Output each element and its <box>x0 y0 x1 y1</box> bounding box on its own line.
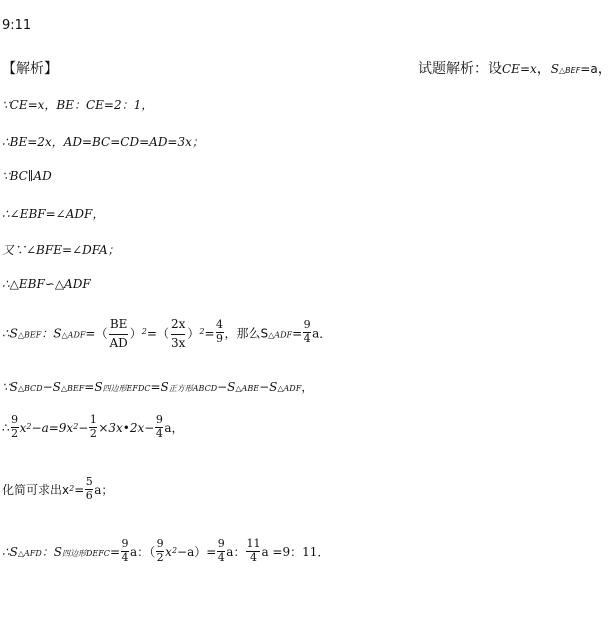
subscript: △ADF <box>277 384 302 393</box>
denominator: 2 <box>89 426 97 440</box>
denominator: AD <box>109 335 128 350</box>
fraction-5-6 <box>85 476 93 501</box>
intro-sub: △BEF <box>559 66 581 75</box>
denominator: 2 <box>156 550 164 564</box>
text: = <box>109 545 120 560</box>
fraction-9-2 <box>11 414 19 439</box>
text: = <box>204 326 215 341</box>
fraction-9-4 <box>155 414 163 439</box>
fraction-2x-3x <box>171 316 185 352</box>
numerator: 9 <box>121 537 129 550</box>
text: ） <box>187 326 200 341</box>
text: a：（ <box>130 545 156 560</box>
intro-ce: CE=x <box>502 62 537 76</box>
denominator: 4 <box>249 550 257 564</box>
step-line-7 <box>2 316 331 352</box>
text: ∴S <box>2 545 18 560</box>
text: −a=9x <box>31 421 74 436</box>
subscript: 正方形ABCD <box>168 384 218 393</box>
numerator: 4 <box>216 318 224 332</box>
numerator: 9 <box>11 413 19 426</box>
subscript: △ADF <box>268 330 293 340</box>
step-line-4: ∴∠EBF=∠ADF， <box>2 207 105 221</box>
text: a， <box>164 421 184 436</box>
numerator: BE <box>109 316 127 335</box>
denominator: 4 <box>121 550 129 564</box>
text: a； <box>94 483 114 498</box>
subscript: 四边形DEFC <box>62 549 110 559</box>
text: ×3x•2x− <box>98 421 155 436</box>
step-line-9 <box>2 413 184 441</box>
text: 化简可求出x <box>2 483 70 498</box>
text: =（ <box>146 326 169 341</box>
fraction-4-9 <box>216 319 224 344</box>
text: −S <box>259 380 278 394</box>
subscript: △BCD <box>17 384 43 393</box>
denominator: 6 <box>85 488 93 502</box>
subscript: 四边形EFDC <box>102 384 151 393</box>
fraction-9-4 <box>217 538 225 563</box>
fraction-9-4 <box>303 319 311 344</box>
subscript: △ADF <box>61 330 86 340</box>
step-line-8 <box>2 378 313 395</box>
intro-s: S <box>550 62 559 76</box>
exponent: 2 <box>171 546 178 556</box>
step-line-11 <box>2 537 330 565</box>
intro-sep: ， <box>536 61 551 77</box>
exponent: 2 <box>73 422 79 432</box>
text: ∴S <box>2 326 18 341</box>
text: ） <box>129 326 142 341</box>
step-line-3: ∵BC∥AD <box>2 169 52 183</box>
text: x <box>165 545 172 560</box>
text: −a）= <box>177 545 217 560</box>
numerator: 9 <box>217 537 225 550</box>
text: =S <box>84 380 103 394</box>
exponent: 2 <box>141 327 147 337</box>
numerator: 11 <box>246 537 261 550</box>
numerator: 2x <box>171 316 185 335</box>
fraction-1-2 <box>89 414 97 439</box>
text: −S <box>42 380 61 394</box>
text: ，那么S <box>224 326 269 341</box>
text: −S <box>217 380 236 394</box>
exponent: 2 <box>69 484 75 494</box>
subscript: △BEF <box>60 384 85 393</box>
text: x <box>19 421 27 436</box>
text: = <box>74 483 85 498</box>
intro-end: ， <box>597 61 612 77</box>
subscript: △ABE <box>235 384 260 393</box>
numerator: 9 <box>303 318 311 332</box>
step-line-6: ∴△EBF∽△ADF <box>2 277 91 291</box>
fraction-9-4 <box>121 538 129 563</box>
denominator: 9 <box>216 331 224 345</box>
fraction-be-ad <box>109 316 127 352</box>
text: ， <box>301 380 314 394</box>
text: a： <box>226 545 246 560</box>
subscript: △AFD <box>17 549 42 559</box>
text: ：S <box>41 326 62 341</box>
denominator: 3x <box>170 335 186 350</box>
numerator: 5 <box>85 475 93 488</box>
text: a． <box>312 326 332 341</box>
text: ：S <box>41 545 62 560</box>
denominator: 4 <box>303 331 311 345</box>
solution-intro <box>418 58 612 78</box>
denominator: 4 <box>155 426 163 440</box>
text: ∴ <box>2 421 10 436</box>
subscript: △BEF <box>17 330 42 340</box>
step-line-5: 又∵∠BFE=∠DFA； <box>2 243 120 257</box>
denominator: 2 <box>11 426 19 440</box>
analysis-heading: 【解析】 <box>2 61 58 77</box>
step-line-10 <box>2 475 114 503</box>
text: a =9：11． <box>261 545 330 560</box>
intro-prefix: 试题解析：设 <box>418 61 502 77</box>
exponent: 2 <box>199 327 205 337</box>
text: =（ <box>85 326 108 341</box>
numerator: 9 <box>155 413 163 426</box>
fraction-9-2 <box>156 538 164 563</box>
text: = <box>292 326 303 341</box>
fraction-11-4 <box>246 538 260 563</box>
denominator: 4 <box>217 550 225 564</box>
step-line-1: ∵CE=x，BE：CE=2：1， <box>2 98 154 112</box>
intro-eq: =a <box>580 62 598 76</box>
exponent: 2 <box>26 422 32 432</box>
step-line-2: ∴BE=2x，AD=BC=CD=AD=3x； <box>2 135 204 149</box>
numerator: 9 <box>156 537 164 550</box>
answer-text: 9:11 <box>2 18 32 33</box>
text: − <box>78 421 89 436</box>
text: ∵S <box>2 380 18 394</box>
numerator: 1 <box>89 413 97 426</box>
text: =S <box>150 380 169 394</box>
